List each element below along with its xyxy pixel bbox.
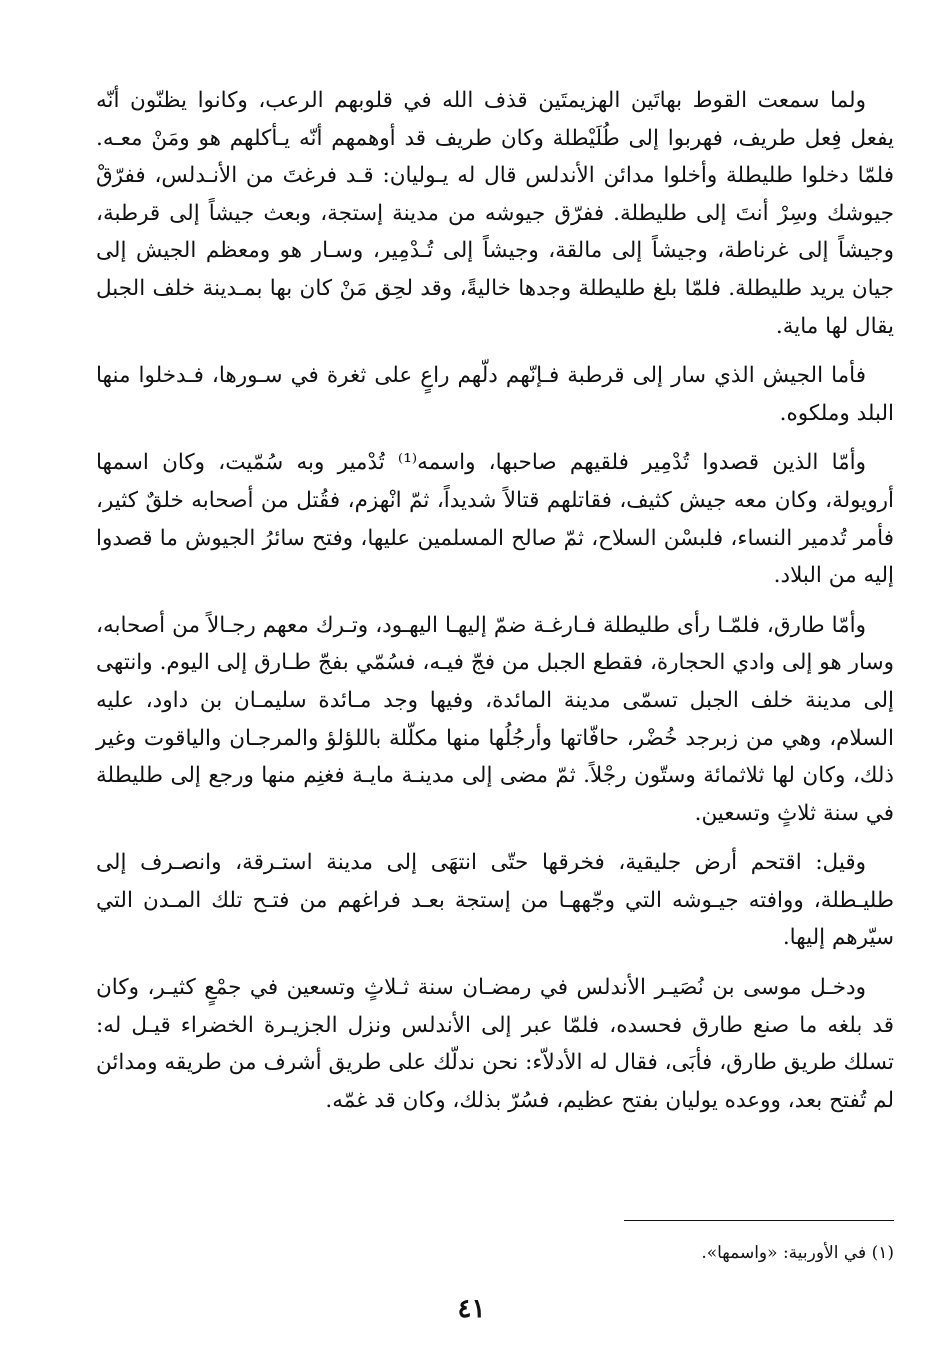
- paragraph-3: وأمّا الذين قصدوا تُدْمِير فلقيهم صاحبها، واسمه⁽¹⁾ تُدْمير وبه سُمّيت، وكان اسمها أرويولة، وكان معه جيش كثيف، فقاتلهم قتالاً شديداً، ثمّ انْهزم، فقُتل من أصحابه خلقٌ كثير، فأمر تُدمير النساء، فلبسْن السلاح، ثمّ صالح المسلمين عليها، وفتح سائرُ الجيوش ما قصدوا إليه من البلاد.: [96, 450, 894, 589]
- paragraph-2: فأما الجيش الذي سار إلى قرطبة فـإنّهم دلّهم راعٍ على ثغرة في سـورها، فـدخلوا منها البلد وملكوه.: [96, 363, 894, 426]
- paragraph-5: وقيل: اقتحم أرض جليقية، فخرقها حتّى انتهَى إلى مدينة استـرقة، وانصـرف إلى طليـطلة، ووافته جيـوشه التي وجّههـا من إستجة بعـد فراغهم من فتـح تلك المـدن التي سيّرهم إليها.: [96, 850, 894, 951]
- page-number: ٤١: [457, 1294, 486, 1324]
- paragraph-4: وأمّا طارق، فلمّـا رأى طليطلة فـارغـة ضمّ إليهـا اليهـود، وتـرك معهم رجـالاً من أصحابه، وسار هو إلى وادي الحجارة، فقطع الجبل من فجّ فيـه، فسُمّي بفجّ طـارق إلى اليوم. وانتهى إلى مدينة خلف الجبل تسمّى مدينة المائدة، وفيها وجد مـائدة سليمـان بن داود، عليه السلام، وهي من زبرجد خُضْر، حافّاتها وأرجُلُها منها مكلّلة باللؤلؤ والمرجـان والياقوت وغير ذلك، وكان لها ثلاثمائة وستّون رجْلاً. ثمّ مضى إلى مدينـة مايـة فغنِم منها ورجع إلى طليطلة في سنة ثلاثٍ وتسعين.: [96, 612, 894, 826]
- paragraph-6: ودخـل موسى بن نُصَيـر الأندلس في رمضـان سنة ثـلاثٍ وتسعين في جمْعٍ كثيـر، وكان قد بلغه ما صنع طارق فحسده، فلمّا عبر إلى الأندلس ونزل الجزيـرة الخضراء قيـل له: تسلك طريق طارق، فأبَى، فقال له الأدلاّء: نحن ندلّك على طريق أشرف من طريقه ومدائن لم تُفتح بعد، ووعده يوليان بفتح عظيم، فسُرّ بذلك، وكان قد غمّه.: [96, 975, 894, 1113]
- footnote: (١) في الأوربية: «واسمها».: [701, 1243, 894, 1263]
- paragraph-1: ولما سمعت القوط بهاتَين الهزيمتَين قذف الله في قلوبهم الرعب، وكانوا يظنّون أنّه يفعل فِعل طريف، فهربوا إلى طُلَيْطلة وكان طريف قد أوهمهم أنّه يـأكلهم هو ومَنْ معـه. فلمّا دخلوا طليطلة وأخلوا مدائن الأندلس قال له يـوليان: قـد فرغتَ من الأنـدلس، ففرّقْ جيوشك وسِرْ أنتَ إلى طليطلة. ففرّق جيوشه من مدينة إستجة، وبعث جيشاً إلى قرطبة، وجيشاً إلى غرناطة، وجيشاً إلى مالقة، وجيشاً إلى تُـدْمِير، وسـار هو ومعظم الجيش إلى جيان يريد طليطلة. فلمّا بلغ طليطلة وجدها خاليةً، وقد لحِق مَنْ كان بها بمـدينة خلف الجبل يقال لها ماية.: [96, 88, 894, 339]
- footnote-divider: [624, 1220, 894, 1221]
- body-text: [96, 82, 894, 1131]
